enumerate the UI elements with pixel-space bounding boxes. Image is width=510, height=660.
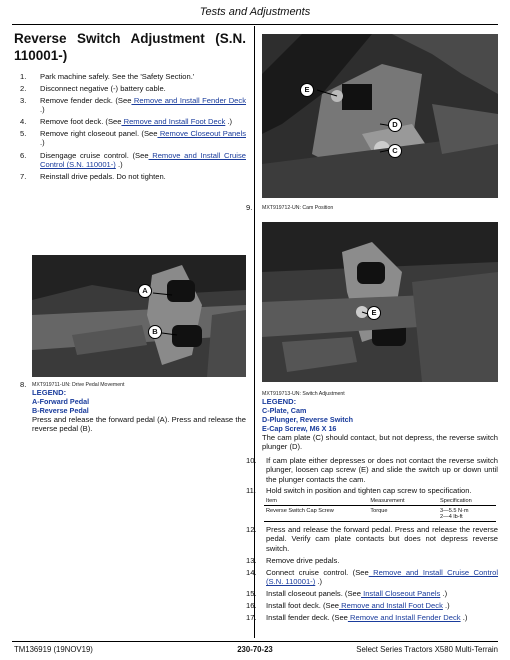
switch-legend-label: LEGEND: <box>262 397 297 406</box>
footer-product: Select Series Tractors X580 Multi-Terrain <box>356 645 498 654</box>
spec-header-measurement: Measurement <box>368 497 438 506</box>
callout-a: A <box>138 284 152 298</box>
drive-pedal-caption: MXT919711-UN: Drive Pedal Movement <box>32 382 125 388</box>
link-closeout-panels[interactable]: Remove Closeout Panels <box>157 129 246 138</box>
step-2: 2. Disconnect negative (-) battery cable. <box>20 84 166 93</box>
step-12: 12. Press and release the forward pedal. Press and release the reverse pedal. Verify cam plate contacts but does not depress reverse switch. <box>246 525 498 553</box>
switch-legend-c: C-Plate, Cam <box>262 406 307 415</box>
footer-doc-id: TM136919 (19NOV19) <box>14 645 93 654</box>
callout-d: D <box>388 118 402 132</box>
link-fender-deck[interactable]: Remove and Install Fender Deck <box>131 96 247 105</box>
callout-b: B <box>148 325 162 339</box>
pedal-legend-b: B-Reverse Pedal <box>32 406 89 415</box>
switch-legend-d: D-Plunger, Reverse Switch <box>262 415 354 424</box>
switch-adjustment-photo <box>262 222 498 382</box>
step-14: 14. Connect cruise control. (See Remove and Install Cruise Control (S.N. 110001-) .) <box>246 568 499 587</box>
callout-e-top: E <box>300 83 314 97</box>
step-15: 15. Install closeout panels. (See Install Closeout Panels .) <box>246 589 448 598</box>
cam-position-photo <box>262 34 498 198</box>
step-1: 1. Park machine safely. See the 'Safety Section.' <box>20 72 195 81</box>
link-cruise-control-install[interactable]: Remove and Install Cruise Control (S.N. 110001-) <box>266 568 499 587</box>
drive-pedal-photo <box>32 255 246 377</box>
spec-header-item: Item <box>264 497 368 506</box>
step-17: 17. Install fender deck. (See Remove and Install Fender Deck .) <box>246 613 468 622</box>
callout-e-switch: E <box>367 306 381 320</box>
link-foot-deck[interactable]: Remove and Install Foot Deck <box>121 117 226 126</box>
torque-spec-table <box>264 497 496 522</box>
spec-row <box>264 506 496 522</box>
spec-value-metric: 3—5.5 N·m <box>439 507 469 514</box>
pedal-legend-label: LEGEND: <box>32 388 67 397</box>
page-header-title: Tests and Adjustments <box>199 6 311 18</box>
step-10: 10. If cam plate either depresses or does not contact the reverse switch plunger, loosen cap screw (E) and slide the switch up or down until the plunger contacts the cam. <box>246 456 498 484</box>
link-cruise-control[interactable]: Remove and Install Cruise Control (S.N. 110001-) <box>40 151 246 170</box>
step-11: 11. Hold switch in position and tighten cap screw to specification. <box>246 486 472 495</box>
cam-position-caption: MXT919712-UN: Cam Position <box>262 205 334 211</box>
link-install-closeout-panels[interactable]: Install Closeout Panels <box>360 589 441 598</box>
spec-measurement: Torque <box>368 506 438 522</box>
step-16: 16. Install foot deck. (See Remove and Install Foot Deck .) <box>246 601 450 610</box>
header-rule <box>12 24 498 25</box>
pedal-legend-a: A-Forward Pedal <box>32 397 90 406</box>
spec-value <box>438 506 496 522</box>
section-title: Reverse Switch Adjustment (S.N. 110001-) <box>14 31 246 63</box>
link-install-foot-deck[interactable]: Remove and Install Foot Deck <box>339 601 443 610</box>
footer-rule <box>12 641 498 642</box>
callout-c: C <box>388 144 402 158</box>
step-3: 3. Remove fender deck. (See Remove and Install Fender Deck .) <box>20 96 247 115</box>
link-install-fender-deck[interactable]: Remove and Install Fender Deck <box>347 613 461 622</box>
switch-adjustment-caption: MXT919713-UN: Switch Adjustment <box>262 391 345 397</box>
switch-instruction: The cam plate (C) should contact, but not depress, the reverse switch plunger (D). <box>262 433 498 452</box>
step-6: 6. Disengage cruise control. (See Remove and Install Cruise Control (S.N. 110001-) .) <box>20 151 246 170</box>
step-13: 13. Remove drive pedals. <box>246 556 340 565</box>
pedal-instruction: Press and release the forward pedal (A). Press and release the reverse pedal (B). <box>32 415 246 434</box>
step-8-num: 8. <box>20 380 27 389</box>
footer-page-number: 230-70-23 <box>237 645 273 654</box>
step-7: 7. Reinstall drive pedals. Do not tighten. <box>20 172 166 181</box>
spec-header-specification: Specification <box>438 497 496 506</box>
spec-value-imperial: 2—4 lb-ft <box>439 513 463 520</box>
spec-header-row <box>264 497 496 506</box>
step-4: 4. Remove foot deck. (See Remove and Install Foot Deck .) <box>20 117 233 126</box>
step-5: 5. Remove right closeout panel. (See Remove Closeout Panels .) <box>20 129 246 148</box>
spec-item: Reverse Switch Cap Screw <box>264 506 368 522</box>
step-9-num: 9. <box>246 203 253 212</box>
switch-legend-e: E-Cap Screw, M6 X 16 <box>262 424 337 433</box>
